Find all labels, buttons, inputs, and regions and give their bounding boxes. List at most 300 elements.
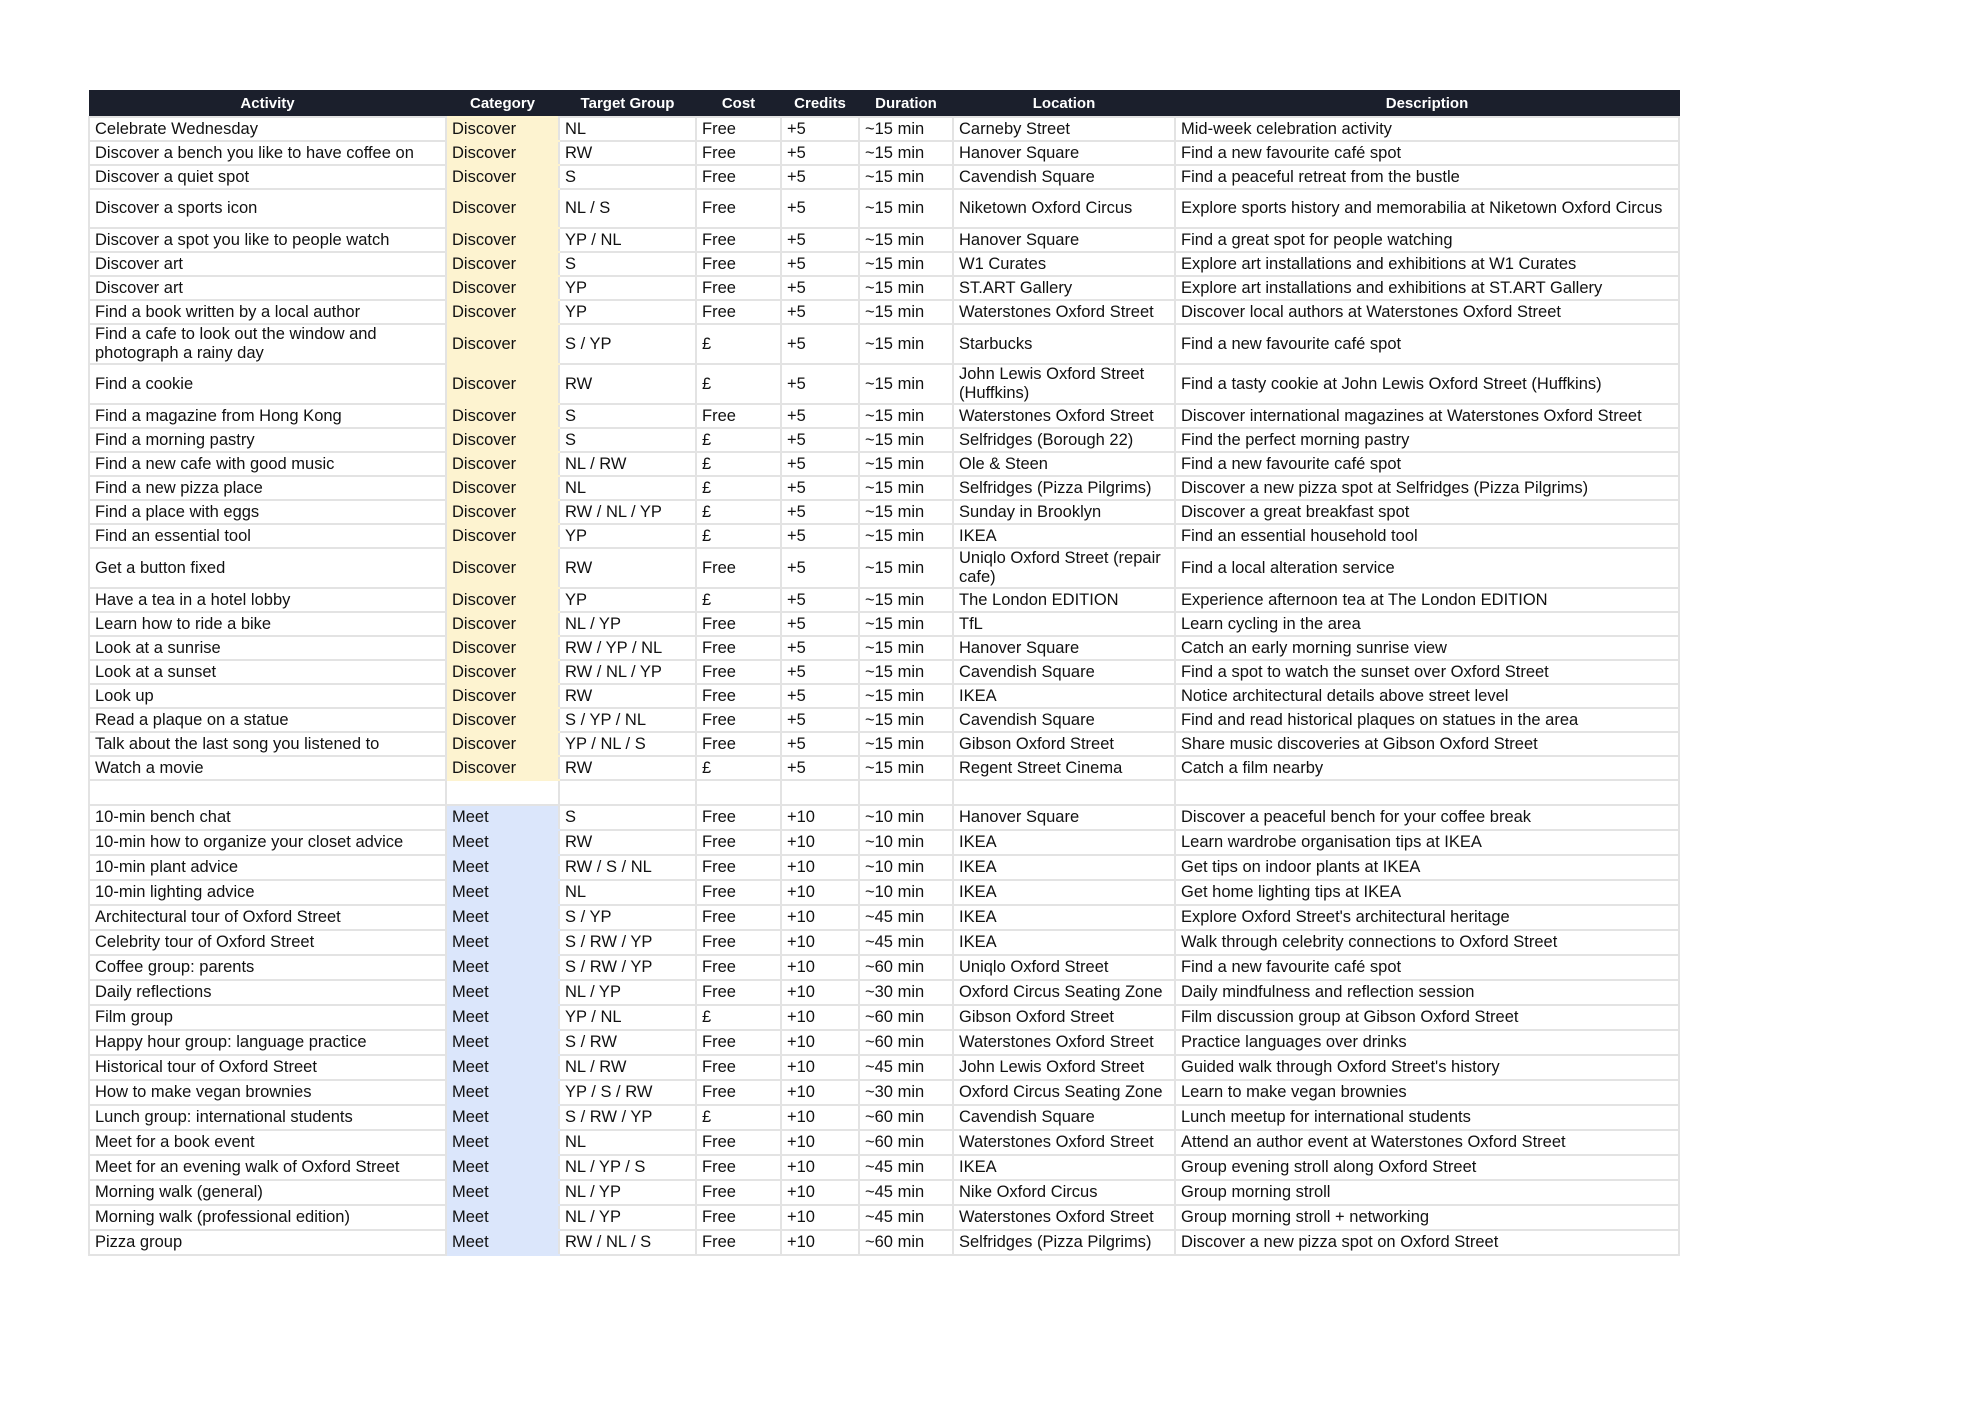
cell-duration[interactable]: ~15 min [859,165,953,189]
cell-cost[interactable]: Free [696,228,781,252]
cell-cost[interactable]: Free [696,684,781,708]
cell-activity[interactable]: 10-min bench chat [89,805,446,830]
cell-description[interactable]: Learn wardrobe organisation tips at IKEA [1175,830,1679,855]
cell-duration[interactable]: ~15 min [859,612,953,636]
cell-category[interactable]: Discover [446,141,559,165]
cell-cost[interactable]: Free [696,1080,781,1105]
cell-cost[interactable]: Free [696,732,781,756]
cell-activity[interactable]: Pizza group [89,1230,446,1255]
cell-location[interactable]: Uniqlo Oxford Street [953,955,1175,980]
cell-activity[interactable]: Coffee group: parents [89,955,446,980]
cell-category[interactable]: Discover [446,500,559,524]
cell-target-group[interactable]: NL / YP [559,1205,696,1230]
cell-credits[interactable]: +10 [781,980,859,1005]
cell-description[interactable]: Attend an author event at Waterstones Oxford Street [1175,1130,1679,1155]
cell-cost[interactable]: Free [696,980,781,1005]
cell-category[interactable]: Meet [446,880,559,905]
empty-cell[interactable] [1175,780,1679,805]
cell-category[interactable]: Meet [446,980,559,1005]
column-header-cost[interactable]: Cost [696,91,781,118]
cell-duration[interactable]: ~15 min [859,476,953,500]
cell-activity[interactable]: Have a tea in a hotel lobby [89,588,446,612]
cell-location[interactable]: Cavendish Square [953,708,1175,732]
cell-target-group[interactable]: NL / YP [559,980,696,1005]
cell-duration[interactable]: ~60 min [859,1105,953,1130]
cell-target-group[interactable]: YP [559,588,696,612]
cell-category[interactable]: Discover [446,524,559,548]
cell-credits[interactable]: +10 [781,1055,859,1080]
cell-target-group[interactable]: RW / NL / S [559,1230,696,1255]
cell-activity[interactable]: Find a new pizza place [89,476,446,500]
cell-description[interactable]: Find a tasty cookie at John Lewis Oxford Street (Huffkins) [1175,364,1679,404]
cell-cost[interactable]: Free [696,805,781,830]
cell-duration[interactable]: ~15 min [859,276,953,300]
cell-description[interactable]: Find the perfect morning pastry [1175,428,1679,452]
cell-duration[interactable]: ~45 min [859,1180,953,1205]
cell-credits[interactable]: +5 [781,524,859,548]
cell-category[interactable]: Discover [446,228,559,252]
cell-category[interactable]: Discover [446,117,559,141]
cell-location[interactable]: Nike Oxford Circus [953,1180,1175,1205]
cell-duration[interactable]: ~10 min [859,855,953,880]
cell-cost[interactable]: Free [696,1180,781,1205]
cell-cost[interactable]: Free [696,141,781,165]
cell-description[interactable]: Get home lighting tips at IKEA [1175,880,1679,905]
cell-description[interactable]: Mid-week celebration activity [1175,117,1679,141]
cell-duration[interactable]: ~60 min [859,1030,953,1055]
cell-category[interactable]: Meet [446,1230,559,1255]
cell-location[interactable]: Waterstones Oxford Street [953,1130,1175,1155]
cell-category[interactable]: Meet [446,830,559,855]
cell-location[interactable]: ST.ART Gallery [953,276,1175,300]
cell-activity[interactable]: Find a morning pastry [89,428,446,452]
cell-category[interactable]: Meet [446,1080,559,1105]
cell-credits[interactable]: +5 [781,612,859,636]
cell-category[interactable]: Meet [446,1155,559,1180]
cell-category[interactable]: Discover [446,708,559,732]
cell-duration[interactable]: ~15 min [859,708,953,732]
cell-credits[interactable]: +5 [781,404,859,428]
column-header-duration[interactable]: Duration [859,91,953,118]
cell-target-group[interactable]: NL [559,1130,696,1155]
cell-description[interactable]: Walk through celebrity connections to Oxford Street [1175,930,1679,955]
cell-description[interactable]: Find a new favourite café spot [1175,324,1679,364]
column-header-category[interactable]: Category [446,91,559,118]
cell-activity[interactable]: Learn how to ride a bike [89,612,446,636]
cell-cost[interactable]: £ [696,1005,781,1030]
cell-description[interactable]: Catch a film nearby [1175,756,1679,780]
cell-cost[interactable]: Free [696,189,781,228]
cell-duration[interactable]: ~15 min [859,756,953,780]
cell-category[interactable]: Meet [446,1180,559,1205]
cell-activity[interactable]: Talk about the last song you listened to [89,732,446,756]
cell-description[interactable]: Get tips on indoor plants at IKEA [1175,855,1679,880]
cell-category[interactable]: Discover [446,276,559,300]
cell-activity[interactable]: Look at a sunset [89,660,446,684]
empty-cell[interactable] [781,780,859,805]
cell-description[interactable]: Find a local alteration service [1175,548,1679,588]
cell-cost[interactable]: Free [696,300,781,324]
cell-activity[interactable]: Find an essential tool [89,524,446,548]
cell-activity[interactable]: Daily reflections [89,980,446,1005]
cell-duration[interactable]: ~10 min [859,830,953,855]
cell-target-group[interactable]: YP / NL [559,228,696,252]
cell-description[interactable]: Discover a peaceful bench for your coffee break [1175,805,1679,830]
cell-target-group[interactable]: NL / YP [559,1180,696,1205]
cell-credits[interactable]: +5 [781,324,859,364]
cell-target-group[interactable]: YP / NL / S [559,732,696,756]
column-header-target-group[interactable]: Target Group [559,91,696,118]
cell-duration[interactable]: ~15 min [859,428,953,452]
cell-description[interactable]: Catch an early morning sunrise view [1175,636,1679,660]
cell-cost[interactable]: £ [696,756,781,780]
empty-cell[interactable] [953,780,1175,805]
cell-activity[interactable]: Watch a movie [89,756,446,780]
cell-target-group[interactable]: S / RW / YP [559,955,696,980]
cell-duration[interactable]: ~30 min [859,1080,953,1105]
cell-description[interactable]: Find a new favourite café spot [1175,452,1679,476]
cell-activity[interactable]: Historical tour of Oxford Street [89,1055,446,1080]
cell-cost[interactable]: £ [696,452,781,476]
cell-duration[interactable]: ~60 min [859,1230,953,1255]
cell-cost[interactable]: £ [696,1105,781,1130]
cell-location[interactable]: Hanover Square [953,805,1175,830]
cell-cost[interactable]: Free [696,830,781,855]
cell-activity[interactable]: Happy hour group: language practice [89,1030,446,1055]
cell-description[interactable]: Find a great spot for people watching [1175,228,1679,252]
cell-credits[interactable]: +10 [781,1130,859,1155]
cell-category[interactable]: Meet [446,905,559,930]
cell-location[interactable]: Waterstones Oxford Street [953,1030,1175,1055]
cell-credits[interactable]: +5 [781,452,859,476]
cell-credits[interactable]: +5 [781,660,859,684]
cell-description[interactable]: Discover local authors at Waterstones Oxford Street [1175,300,1679,324]
cell-target-group[interactable]: RW / NL / YP [559,500,696,524]
cell-activity[interactable]: Discover a bench you like to have coffee on [89,141,446,165]
cell-description[interactable]: Share music discoveries at Gibson Oxford Street [1175,732,1679,756]
cell-credits[interactable]: +10 [781,1080,859,1105]
cell-description[interactable]: Daily mindfulness and reflection session [1175,980,1679,1005]
cell-credits[interactable]: +10 [781,1030,859,1055]
cell-credits[interactable]: +5 [781,500,859,524]
cell-location[interactable]: Gibson Oxford Street [953,1005,1175,1030]
cell-cost[interactable]: £ [696,500,781,524]
cell-category[interactable]: Discover [446,756,559,780]
cell-location[interactable]: Niketown Oxford Circus [953,189,1175,228]
cell-target-group[interactable]: RW [559,548,696,588]
cell-cost[interactable]: Free [696,1130,781,1155]
cell-activity[interactable]: Morning walk (general) [89,1180,446,1205]
cell-activity[interactable]: Look at a sunrise [89,636,446,660]
cell-target-group[interactable]: RW [559,756,696,780]
cell-credits[interactable]: +5 [781,636,859,660]
cell-duration[interactable]: ~60 min [859,955,953,980]
cell-credits[interactable]: +5 [781,732,859,756]
cell-description[interactable]: Find a new favourite café spot [1175,955,1679,980]
empty-cell[interactable] [559,780,696,805]
cell-credits[interactable]: +5 [781,300,859,324]
cell-activity[interactable]: 10-min lighting advice [89,880,446,905]
column-header-location[interactable]: Location [953,91,1175,118]
empty-cell[interactable] [89,780,446,805]
cell-category[interactable]: Discover [446,612,559,636]
cell-duration[interactable]: ~45 min [859,1155,953,1180]
empty-cell[interactable] [446,780,559,805]
cell-location[interactable]: John Lewis Oxford Street (Huffkins) [953,364,1175,404]
cell-activity[interactable]: Architectural tour of Oxford Street [89,905,446,930]
cell-category[interactable]: Discover [446,636,559,660]
cell-category[interactable]: Meet [446,1055,559,1080]
cell-category[interactable]: Meet [446,1105,559,1130]
cell-target-group[interactable]: S / YP / NL [559,708,696,732]
cell-cost[interactable]: Free [696,930,781,955]
cell-target-group[interactable]: NL / RW [559,1055,696,1080]
cell-description[interactable]: Learn to make vegan brownies [1175,1080,1679,1105]
cell-description[interactable]: Experience afternoon tea at The London EDITION [1175,588,1679,612]
cell-credits[interactable]: +5 [781,276,859,300]
cell-credits[interactable]: +5 [781,708,859,732]
cell-duration[interactable]: ~15 min [859,452,953,476]
cell-description[interactable]: Learn cycling in the area [1175,612,1679,636]
cell-category[interactable]: Discover [446,428,559,452]
cell-description[interactable]: Guided walk through Oxford Street's history [1175,1055,1679,1080]
cell-target-group[interactable]: NL [559,117,696,141]
cell-credits[interactable]: +10 [781,805,859,830]
cell-activity[interactable]: Find a magazine from Hong Kong [89,404,446,428]
cell-duration[interactable]: ~30 min [859,980,953,1005]
cell-duration[interactable]: ~15 min [859,660,953,684]
cell-duration[interactable]: ~15 min [859,141,953,165]
cell-location[interactable]: Ole & Steen [953,452,1175,476]
cell-duration[interactable]: ~10 min [859,880,953,905]
cell-location[interactable]: Starbucks [953,324,1175,364]
empty-cell[interactable] [696,780,781,805]
empty-cell[interactable] [859,780,953,805]
cell-duration[interactable]: ~15 min [859,189,953,228]
cell-cost[interactable]: Free [696,612,781,636]
cell-credits[interactable]: +5 [781,548,859,588]
cell-location[interactable]: Gibson Oxford Street [953,732,1175,756]
cell-location[interactable]: Hanover Square [953,228,1175,252]
cell-location[interactable]: IKEA [953,524,1175,548]
cell-description[interactable]: Group morning stroll [1175,1180,1679,1205]
cell-cost[interactable]: Free [696,1230,781,1255]
cell-credits[interactable]: +10 [781,1105,859,1130]
cell-activity[interactable]: How to make vegan brownies [89,1080,446,1105]
cell-category[interactable]: Meet [446,1130,559,1155]
cell-credits[interactable]: +10 [781,1155,859,1180]
cell-location[interactable]: IKEA [953,930,1175,955]
cell-target-group[interactable]: YP [559,300,696,324]
cell-location[interactable]: Waterstones Oxford Street [953,404,1175,428]
cell-target-group[interactable]: YP [559,524,696,548]
cell-location[interactable]: IKEA [953,880,1175,905]
cell-duration[interactable]: ~45 min [859,1205,953,1230]
cell-target-group[interactable]: RW / S / NL [559,855,696,880]
cell-cost[interactable]: Free [696,117,781,141]
cell-category[interactable]: Discover [446,364,559,404]
cell-credits[interactable]: +5 [781,189,859,228]
cell-description[interactable]: Find an essential household tool [1175,524,1679,548]
cell-activity[interactable]: Meet for an evening walk of Oxford Street [89,1155,446,1180]
cell-cost[interactable]: Free [696,708,781,732]
cell-credits[interactable]: +5 [781,588,859,612]
cell-activity[interactable]: Discover a quiet spot [89,165,446,189]
cell-category[interactable]: Meet [446,1005,559,1030]
cell-target-group[interactable]: RW [559,141,696,165]
cell-credits[interactable]: +10 [781,930,859,955]
cell-duration[interactable]: ~10 min [859,805,953,830]
cell-duration[interactable]: ~15 min [859,636,953,660]
cell-duration[interactable]: ~60 min [859,1005,953,1030]
cell-duration[interactable]: ~45 min [859,905,953,930]
cell-location[interactable]: The London EDITION [953,588,1175,612]
cell-description[interactable]: Explore Oxford Street's architectural heritage [1175,905,1679,930]
cell-category[interactable]: Discover [446,165,559,189]
cell-description[interactable]: Lunch meetup for international students [1175,1105,1679,1130]
cell-cost[interactable]: Free [696,276,781,300]
cell-location[interactable]: Selfridges (Pizza Pilgrims) [953,476,1175,500]
cell-location[interactable]: IKEA [953,905,1175,930]
cell-location[interactable]: Hanover Square [953,141,1175,165]
cell-description[interactable]: Discover a new pizza spot on Oxford Street [1175,1230,1679,1255]
cell-cost[interactable]: Free [696,660,781,684]
cell-credits[interactable]: +5 [781,117,859,141]
cell-description[interactable]: Practice languages over drinks [1175,1030,1679,1055]
cell-target-group[interactable]: YP / S / RW [559,1080,696,1105]
cell-target-group[interactable]: NL [559,880,696,905]
cell-description[interactable]: Explore art installations and exhibitions at W1 Curates [1175,252,1679,276]
cell-cost[interactable]: £ [696,476,781,500]
cell-cost[interactable]: Free [696,548,781,588]
cell-description[interactable]: Discover international magazines at Waterstones Oxford Street [1175,404,1679,428]
cell-cost[interactable]: Free [696,955,781,980]
cell-location[interactable]: Cavendish Square [953,660,1175,684]
cell-category[interactable]: Discover [446,452,559,476]
cell-duration[interactable]: ~15 min [859,404,953,428]
cell-activity[interactable]: Celebrity tour of Oxford Street [89,930,446,955]
cell-description[interactable]: Find a new favourite café spot [1175,141,1679,165]
cell-category[interactable]: Discover [446,476,559,500]
cell-duration[interactable]: ~15 min [859,324,953,364]
cell-cost[interactable]: Free [696,1205,781,1230]
cell-target-group[interactable]: S [559,165,696,189]
cell-location[interactable]: Waterstones Oxford Street [953,1205,1175,1230]
cell-target-group[interactable]: NL / S [559,189,696,228]
cell-credits[interactable]: +10 [781,955,859,980]
cell-target-group[interactable]: NL [559,476,696,500]
cell-location[interactable]: W1 Curates [953,252,1175,276]
cell-target-group[interactable]: NL / YP / S [559,1155,696,1180]
cell-description[interactable]: Discover a great breakfast spot [1175,500,1679,524]
cell-duration[interactable]: ~15 min [859,684,953,708]
cell-activity[interactable]: Look up [89,684,446,708]
cell-target-group[interactable]: YP / NL [559,1005,696,1030]
cell-activity[interactable]: Find a place with eggs [89,500,446,524]
cell-location[interactable]: Selfridges (Pizza Pilgrims) [953,1230,1175,1255]
cell-target-group[interactable]: S [559,404,696,428]
cell-location[interactable]: John Lewis Oxford Street [953,1055,1175,1080]
column-header-activity[interactable]: Activity [89,91,446,118]
cell-duration[interactable]: ~15 min [859,548,953,588]
cell-category[interactable]: Discover [446,684,559,708]
cell-activity[interactable]: Discover a spot you like to people watch [89,228,446,252]
cell-location[interactable]: Carneby Street [953,117,1175,141]
cell-activity[interactable]: Film group [89,1005,446,1030]
cell-activity[interactable]: Read a plaque on a statue [89,708,446,732]
cell-description[interactable]: Find and read historical plaques on statues in the area [1175,708,1679,732]
cell-description[interactable]: Discover a new pizza spot at Selfridges (Pizza Pilgrims) [1175,476,1679,500]
cell-location[interactable]: Oxford Circus Seating Zone [953,1080,1175,1105]
cell-duration[interactable]: ~15 min [859,500,953,524]
cell-cost[interactable]: Free [696,855,781,880]
cell-category[interactable]: Meet [446,1205,559,1230]
cell-activity[interactable]: Lunch group: international students [89,1105,446,1130]
cell-credits[interactable]: +10 [781,1180,859,1205]
cell-activity[interactable]: Meet for a book event [89,1130,446,1155]
cell-category[interactable]: Discover [446,660,559,684]
cell-target-group[interactable]: S / RW / YP [559,930,696,955]
cell-location[interactable]: IKEA [953,855,1175,880]
cell-category[interactable]: Discover [446,300,559,324]
cell-duration[interactable]: ~15 min [859,364,953,404]
cell-target-group[interactable]: S / RW / YP [559,1105,696,1130]
cell-activity[interactable]: Get a button fixed [89,548,446,588]
cell-activity[interactable]: Celebrate Wednesday [89,117,446,141]
cell-credits[interactable]: +10 [781,855,859,880]
cell-description[interactable]: Explore art installations and exhibitions at ST.ART Gallery [1175,276,1679,300]
cell-location[interactable]: Selfridges (Borough 22) [953,428,1175,452]
cell-cost[interactable]: £ [696,524,781,548]
cell-target-group[interactable]: RW [559,830,696,855]
cell-duration[interactable]: ~15 min [859,524,953,548]
cell-location[interactable]: Cavendish Square [953,1105,1175,1130]
cell-target-group[interactable]: S [559,428,696,452]
cell-target-group[interactable]: S / RW [559,1030,696,1055]
cell-target-group[interactable]: S [559,252,696,276]
cell-description[interactable]: Film discussion group at Gibson Oxford Street [1175,1005,1679,1030]
cell-target-group[interactable]: RW [559,364,696,404]
cell-target-group[interactable]: YP [559,276,696,300]
cell-target-group[interactable]: NL / YP [559,612,696,636]
cell-credits[interactable]: +5 [781,684,859,708]
cell-location[interactable]: Sunday in Brooklyn [953,500,1175,524]
cell-credits[interactable]: +10 [781,1230,859,1255]
cell-credits[interactable]: +5 [781,252,859,276]
cell-duration[interactable]: ~15 min [859,252,953,276]
cell-credits[interactable]: +5 [781,165,859,189]
cell-location[interactable]: Waterstones Oxford Street [953,300,1175,324]
cell-activity[interactable]: Discover a sports icon [89,189,446,228]
cell-credits[interactable]: +5 [781,756,859,780]
cell-category[interactable]: Meet [446,930,559,955]
cell-credits[interactable]: +10 [781,880,859,905]
cell-credits[interactable]: +10 [781,830,859,855]
column-header-description[interactable]: Description [1175,91,1679,118]
cell-category[interactable]: Discover [446,324,559,364]
cell-description[interactable]: Notice architectural details above street level [1175,684,1679,708]
cell-target-group[interactable]: S / YP [559,324,696,364]
column-header-credits[interactable]: Credits [781,91,859,118]
cell-location[interactable]: Uniqlo Oxford Street (repair cafe) [953,548,1175,588]
cell-target-group[interactable]: S [559,805,696,830]
cell-description[interactable]: Group evening stroll along Oxford Street [1175,1155,1679,1180]
cell-target-group[interactable]: RW / NL / YP [559,660,696,684]
cell-duration[interactable]: ~45 min [859,930,953,955]
cell-category[interactable]: Discover [446,548,559,588]
cell-cost[interactable]: Free [696,165,781,189]
cell-cost[interactable]: £ [696,428,781,452]
